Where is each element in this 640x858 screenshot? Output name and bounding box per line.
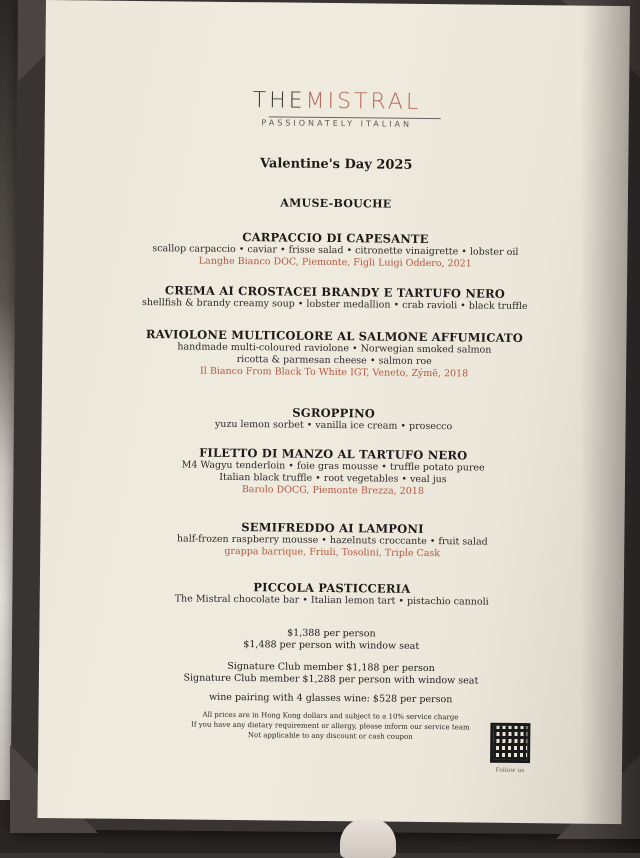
price-wine-pairing: wine pairing with 4 glasses wine: $528 per person bbox=[208, 691, 453, 706]
menu-title: Valentine's Day 2025 bbox=[259, 156, 413, 173]
terms-notes bbox=[38, 708, 622, 744]
qr-code[interactable] bbox=[490, 723, 530, 763]
menu-paper bbox=[37, 0, 630, 824]
course-name: PICCOLA PASTICCERIA bbox=[253, 580, 411, 596]
course-carpaccio bbox=[43, 228, 627, 272]
wine-pairing: Langhe Bianco DOC, Piemonte, Figli Luigi Oddero, 2021 bbox=[198, 255, 472, 270]
logo-part-mistral: MISTRAL bbox=[305, 88, 422, 115]
course-raviolone bbox=[42, 326, 626, 382]
course-name: CREMA AI CROSTACEI BRANDY E TARTUFO NERO bbox=[164, 283, 506, 301]
course-name: SEMIFREDDO AI LAMPONI bbox=[241, 520, 424, 536]
course-name: CARPACCIO DI CAPESANTE bbox=[242, 230, 429, 247]
course-sgroppino bbox=[42, 403, 626, 435]
restaurant-tagline: PASSIONATELY ITALIAN bbox=[261, 118, 413, 129]
course-name: SGROPPINO bbox=[292, 405, 376, 421]
wine-pairing: Il Bianco From Black To White IGT, Veneto, Zýmē, 2018 bbox=[200, 365, 469, 380]
price-standard: $1,388 per person bbox=[287, 627, 376, 640]
course-description: Italian black truffle • root vegetables • veal jus bbox=[219, 471, 447, 486]
course-pasticceria bbox=[40, 578, 624, 610]
restaurant-logo bbox=[45, 86, 629, 117]
amuse-bouche-heading: AMUSE-BOUCHE bbox=[280, 196, 392, 211]
course-filetto bbox=[41, 444, 625, 500]
note-line: Not applicable to any discount or cash coupon bbox=[247, 731, 413, 741]
price-block bbox=[39, 625, 623, 655]
price-member: Signature Club member $1,188 per person bbox=[227, 660, 435, 675]
course-description: M4 Wagyu tenderloin • foie gras mousse • truffle potato puree bbox=[181, 459, 485, 474]
course-description: half-frozen raspberry mousse • hazelnuts croccante • fruit salad bbox=[176, 533, 488, 548]
note-line: If you have any dietary requirement or allergy, please inform our service team bbox=[191, 720, 470, 732]
price-window-seat: $1,488 per person with window seat bbox=[243, 639, 420, 652]
note-line: All prices are in Hong Kong dollars and subject to a 10% service charge bbox=[202, 710, 459, 722]
price-member-window: Signature Club member $1,288 per person with window seat bbox=[183, 672, 479, 687]
shadow-overlay bbox=[580, 0, 640, 853]
wine-pairing-price bbox=[39, 690, 623, 708]
course-description: The Mistral chocolate bar • Italian lemon tart • pistachio cannoli bbox=[174, 593, 489, 608]
wine-pairing: grappa barrique, Friuli, Tosolini, Triple Cask bbox=[224, 545, 441, 560]
qr-label: Follow us bbox=[495, 766, 525, 775]
course-name: RAVIOLONE MULTICOLORE AL SALMONE AFFUMICATO bbox=[145, 327, 524, 346]
thumb bbox=[340, 818, 396, 858]
course-crema bbox=[43, 282, 627, 314]
course-name: FILETTO DI MANZO AL TARTUFO NERO bbox=[199, 445, 468, 463]
member-price-block bbox=[39, 659, 623, 689]
course-description: ricotta & parmesan cheese • salmon roe bbox=[236, 354, 432, 368]
wine-pairing: Barolo DOCG, Piemonte Brezza, 2018 bbox=[241, 484, 424, 497]
course-description: yuzu lemon sorbet • vanilla ice cream • prosecco bbox=[214, 418, 453, 433]
course-description: handmade multi-coloured raviolone • Norwegian smoked salmon bbox=[177, 341, 492, 356]
logo-part-the: THE bbox=[252, 88, 306, 114]
course-semifreddo bbox=[40, 518, 624, 562]
course-description: shellfish & brandy creamy soup • lobster medallion • crab ravioli • black truffle bbox=[142, 297, 528, 313]
course-description: scallop carpaccio • caviar • frisse salad • citronette vinaigrette • lobster oil bbox=[152, 243, 519, 258]
